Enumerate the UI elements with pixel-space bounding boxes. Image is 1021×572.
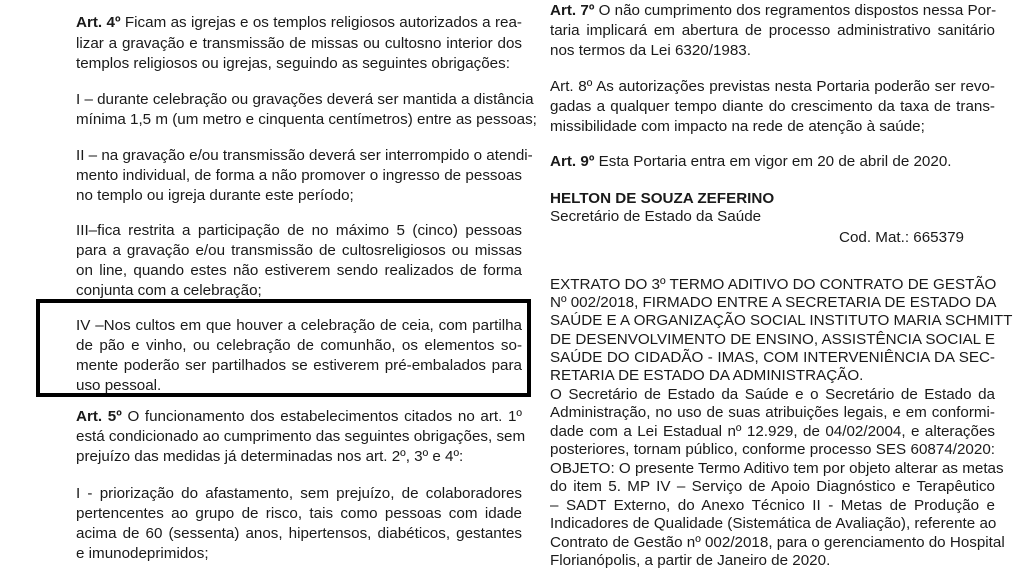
heading-line: Nº 002/2018, FIRMADO ENTRE A SECRETARIA DE ESTADO DA xyxy=(550,294,997,311)
item-line: de pão e vinho, ou celebração de comunhão, os elementos so- xyxy=(76,337,522,354)
art4-label: Art. 4º xyxy=(76,14,121,31)
item-line: mínima 1,5 m (um metro e cinquenta centímetros) entre as pessoas; xyxy=(76,111,537,128)
item-line: III–fica restrita a participação de no máximo 5 (cinco) pessoas xyxy=(76,222,522,239)
art5-label: Art. 5º xyxy=(76,408,122,425)
art9-line: Art. 9º Esta Portaria entra em vigor em 20 de abril de 2020. xyxy=(550,153,952,170)
art9-label: Art. 9º xyxy=(550,153,595,170)
art5-line: está condicionado ao cumprimento das seguintes obrigações, sem xyxy=(76,428,526,445)
body-line: – SADT Externo, do Anexo Técnico II - Metas de Produção e xyxy=(550,497,995,514)
body-line: O Secretário de Estado da Saúde e o Secretário de Estado da xyxy=(550,386,995,403)
item-line: I – durante celebração ou gravações deverá ser mantida a distância xyxy=(76,91,534,108)
art7-line: Art. 7º O não cumprimento dos regramentos dispostos nessa Por- xyxy=(550,2,997,19)
art5-line: prejuízo das medidas já determinadas nos art. 2º, 3º e 4º: xyxy=(76,448,464,465)
signer-role: Secretário de Estado da Saúde xyxy=(550,208,762,225)
heading-line: EXTRATO DO 3º TERMO ADITIVO DO CONTRATO DE GESTÃO xyxy=(550,276,997,293)
art8-line: Art. 8º As autorizações previstas nesta Portaria poderão ser revo- xyxy=(550,78,995,95)
item-line: mente poderão ser partilhados se estiverem pré-embalados para xyxy=(76,357,522,374)
item-line: I - priorização do afastamento, sem prejuízo, de colaboradores xyxy=(76,485,522,502)
body-line: Indicadores de Qualidade (Sistemática de Avaliação), referente ao xyxy=(550,515,997,532)
heading-line: RETARIA DE ESTADO DA ADMINISTRAÇÃO. xyxy=(550,367,864,384)
heading-line: SAÚDE DO CIDADÃO - IMAS, COM INTERVENIÊNCIA DA SEC- xyxy=(550,349,995,366)
art8-line: gadas a qualquer tempo diante do crescimento da taxa de trans- xyxy=(550,98,995,115)
art7-line: nos termos da Lei 6320/1983. xyxy=(550,42,751,59)
body-line: OBJETO: O presente Termo Aditivo tem por objeto alterar as metas xyxy=(550,460,1004,477)
art4-line: templos religiosos ou igrejas, seguindo as seguintes obrigações: xyxy=(76,55,510,72)
item-line: mento individual, de forma a não promover o ingresso de pessoas xyxy=(76,167,522,184)
item-line: no templo ou igreja durante este período; xyxy=(76,187,354,204)
body-line: do item 5. MP IV – Serviço de Apoio Diagnóstico e Terapêutico xyxy=(550,478,995,495)
item-line: conjunta com a celebração; xyxy=(76,282,262,299)
art5-line: Art. 5º O funcionamento dos estabelecimentos citados no art. 1º xyxy=(76,408,522,425)
art7-label: Art. 7º xyxy=(550,2,595,19)
item-line: II – na gravação e/ou transmissão deverá ser interrompido o atendi- xyxy=(76,147,533,164)
item-line: e imunodeprimidos; xyxy=(76,545,209,562)
item-line: pertencentes ao grupo de risco, tais como pessoas com idade xyxy=(76,505,522,522)
body-line: posteriores, tornam público, conforme processo SES 60874/2020: xyxy=(550,441,995,458)
body-line: Florianópolis, a partir de Janeiro de 2020. xyxy=(550,552,831,569)
art7-line: taria implicará em abertura de processo administrativo sanitário xyxy=(550,22,995,39)
signer-name: HELTON DE SOUZA ZEFERINO xyxy=(550,190,775,207)
item-line: IV –Nos cultos em que houver a celebração de ceia, com partilha xyxy=(76,317,522,334)
item-line: para a gravação e/ou transmissão de cultosreligiosos ou missas xyxy=(76,242,522,259)
signer-registration: Cod. Mat.: 665379 xyxy=(839,229,964,246)
body-line: Contrato de Gestão nº 002/2018, para o gerenciamento do Hospital xyxy=(550,534,1005,551)
item-line: on line, quando estes não estiverem sendo realizados de forma xyxy=(76,262,522,279)
body-line: dade com a Lei Estadual nº 12.929, de 04/02/2004, e alterações xyxy=(550,423,995,440)
heading-line: DE DESENVOLVIMENTO DE ENSINO, ASSISTÊNCIA SOCIAL E xyxy=(550,331,995,348)
item-line: uso pessoal. xyxy=(76,377,162,394)
item-line: acima de 60 (sessenta) anos, hipertensos, diabéticos, gestantes xyxy=(76,525,522,542)
art8-line: missibilidade com impacto na rede de atenção à saúde; xyxy=(550,118,925,135)
art4-line: Art. 4º Ficam as igrejas e os templos religiosos autorizados a rea- xyxy=(76,14,522,31)
heading-line: SAÚDE E A ORGANIZAÇÃO SOCIAL INSTITUTO MARIA SCHMITT xyxy=(550,312,1013,329)
art4-line: lizar a gravação e transmissão de missas ou cultosno interior dos xyxy=(76,35,522,52)
body-line: Administração, no uso de suas atribuições legais, e em conformi- xyxy=(550,404,995,421)
